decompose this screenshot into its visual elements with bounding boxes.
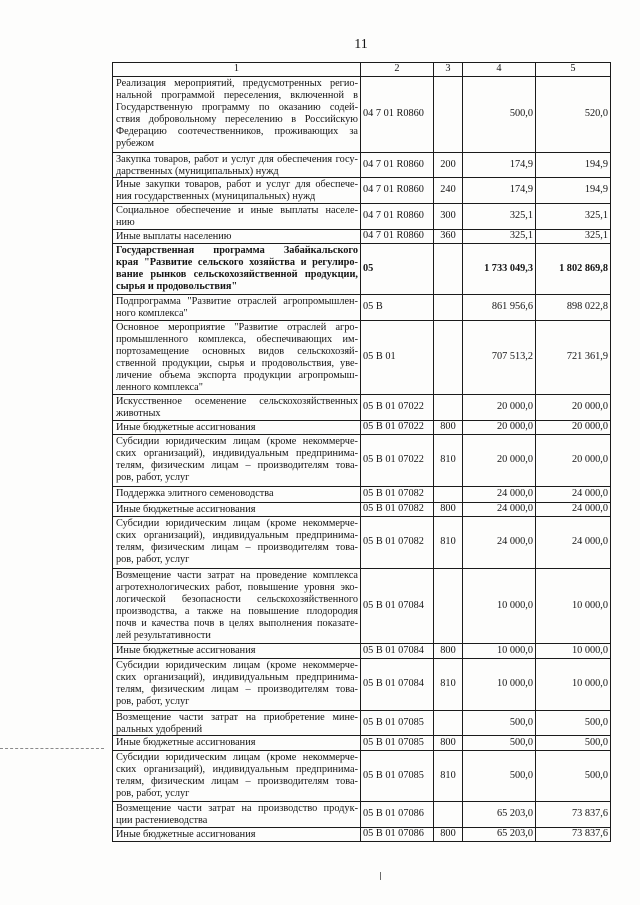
amount-col4-value: 500,0 [509,769,533,781]
amount-col5-cell [536,77,611,152]
description-line: Иные бюджетные ассигнования [116,828,256,840]
description-line: Возмещение части затрат на проведение комплекса [116,569,358,581]
description-line: животных [116,407,161,419]
amount-col5-value: 721 361,9 [566,351,608,363]
amount-col4-cell [463,230,536,243]
budget-code-cell [361,487,434,502]
budget-code-value: 05 В 01 07022 [363,421,424,433]
amount-col5-value: 73 837,6 [571,828,608,840]
amount-col5-value: 10 000,0 [571,678,608,690]
budget-code-cell [361,711,434,735]
column-header-3: 3 [434,63,463,76]
description-cell [113,204,361,229]
budget-code-cell [361,178,434,203]
budget-code-cell [361,736,434,750]
description-line: ров, работ, услуг [116,695,190,707]
table-row [113,711,611,736]
budget-code-value: 05 [363,262,374,274]
description-line: Субсидии юридическим лицам (кроме некоммерче- [116,435,358,447]
amount-col4-value: 10 000,0 [496,678,533,690]
table-row [113,204,611,230]
expense-type-cell [434,153,463,177]
amount-col4-cell [463,517,536,568]
expense-type-cell [434,178,463,203]
description-cell [113,711,361,735]
budget-code-cell [361,569,434,643]
expense-type-cell [434,421,463,434]
description-cell [113,659,361,710]
budget-code-value: 04 7 01 R0860 [363,108,424,120]
budget-code-value: 05 В 01 07084 [363,678,424,690]
expense-type-value: 810 [440,536,456,548]
amount-col5-cell [536,487,611,502]
expense-type-cell [434,77,463,152]
description-line: Поддержка элитного семеноводства [116,487,274,499]
budget-code-cell [361,77,434,152]
table-row [113,244,611,295]
budget-code-value: 05 В 01 07086 [363,828,424,840]
amount-col4-cell [463,295,536,320]
description-cell [113,644,361,658]
description-line: Иные бюджетные ассигнования [116,503,256,515]
description-cell [113,736,361,750]
description-line: Закупка товаров, работ и услуг для обеспечения госу- [116,153,358,165]
expense-type-cell [434,659,463,710]
amount-col4-cell [463,153,536,177]
amount-col4-value: 861 956,6 [491,301,533,313]
description-line: ральных удобрений [116,723,203,735]
table-row [113,295,611,321]
amount-col5-value: 194,9 [584,158,608,170]
budget-code-value: 04 7 01 R0860 [363,230,424,242]
budget-code-value: 05 В 01 07084 [363,599,424,611]
budget-code-cell [361,153,434,177]
amount-col5-cell [536,517,611,568]
description-cell [113,395,361,420]
scan-artifact-mark [380,872,381,880]
table-row [113,751,611,802]
amount-col4-value: 174,9 [509,158,533,170]
description-line: промышленного комплекса, обеспечивающих им- [116,333,358,345]
amount-col5-cell [536,230,611,243]
amount-col4-cell [463,569,536,643]
amount-col4-cell [463,659,536,710]
expense-type-cell [434,204,463,229]
amount-col5-value: 520,0 [584,108,608,120]
description-line: Иные закупки товаров, работ и услуг для обеспече- [116,178,358,190]
description-cell [113,751,361,801]
description-line: Иные выплаты населению [116,230,232,242]
amount-col4-value: 24 000,0 [496,503,533,515]
table-row [113,178,611,204]
description-cell [113,321,361,394]
description-line: ствия добровольному переселению в Российскую [116,113,358,125]
description-cell [113,153,361,177]
expense-type-value: 800 [440,736,456,748]
amount-col5-value: 325,1 [584,230,608,242]
expense-type-value: 300 [440,210,456,222]
budget-code-value: 05 В 01 07085 [363,769,424,781]
amount-col5-value: 194,9 [584,184,608,196]
expense-type-cell [434,321,463,394]
amount-col4-cell [463,178,536,203]
expense-type-value: 240 [440,184,456,196]
description-line: лей результативности [116,629,211,641]
expense-type-cell [434,736,463,750]
column-header-2: 2 [361,63,434,76]
amount-col5-cell [536,395,611,420]
amount-col5-value: 325,1 [584,210,608,222]
budget-code-cell [361,802,434,827]
budget-code-cell [361,295,434,320]
description-line: ров, работ, услуг [116,787,190,799]
amount-col4-value: 325,1 [509,230,533,242]
budget-code-cell [361,421,434,434]
amount-col5-value: 500,0 [584,769,608,781]
amount-col5-cell [536,244,611,294]
table-row [113,569,611,644]
expense-type-cell [434,395,463,420]
table-row [113,487,611,503]
table-row [113,802,611,828]
amount-col5-value: 73 837,6 [571,808,608,820]
budget-code-value: 04 7 01 R0860 [363,184,424,196]
description-line: телям, физическим лицам – производителям това- [116,775,358,787]
amount-col5-value: 500,0 [584,716,608,728]
description-line: Иные бюджетные ассигнования [116,644,256,656]
budget-code-cell [361,244,434,294]
budget-code-value: 05 В 01 07082 [363,536,424,548]
amount-col4-value: 24 000,0 [496,536,533,548]
budget-code-cell [361,644,434,658]
expense-type-value: 810 [440,678,456,690]
budget-code-cell [361,659,434,710]
amount-col4-value: 174,9 [509,184,533,196]
table-row [113,736,611,751]
description-line: Федерацию соотечественников, проживающих за [116,125,358,137]
amount-col4-value: 325,1 [509,210,533,222]
budget-code-value: 05 В [363,301,383,313]
budget-code-value: 05 В 01 07086 [363,808,424,820]
amount-col4-cell [463,395,536,420]
amount-col4-value: 65 203,0 [496,828,533,840]
description-line: ров, работ, услуг [116,553,190,565]
amount-col5-cell [536,659,611,710]
amount-col4-value: 500,0 [509,108,533,120]
description-line: ния государственных (муниципальных) нужд [116,190,316,202]
budget-code-value: 05 В 01 07084 [363,644,424,656]
amount-col5-cell [536,751,611,801]
amount-col4-value: 1 733 049,3 [484,262,533,274]
expense-type-cell [434,644,463,658]
amount-col5-cell [536,736,611,750]
amount-col5-cell [536,204,611,229]
description-line: Государственная программа Забайкальского [116,244,358,256]
amount-col5-cell [536,321,611,394]
amount-col5-value: 500,0 [584,736,608,748]
amount-col5-value: 24 000,0 [571,536,608,548]
amount-col4-value: 20 000,0 [496,401,533,413]
table-header-row [113,63,611,77]
description-line: нию [116,216,135,228]
amount-col5-cell [536,711,611,735]
budget-code-value: 04 7 01 R0860 [363,210,424,222]
expense-type-value: 810 [440,454,456,466]
description-line: Субсидии юридическим лицам (кроме некоммерче- [116,751,358,763]
budget-code-cell [361,230,434,243]
amount-col4-value: 65 203,0 [496,808,533,820]
table-row [113,395,611,421]
description-line: Возмещение части затрат на производство продук- [116,802,358,814]
amount-col5-value: 898 022,8 [566,301,608,313]
description-line: почв и качества почв в целях выполнения показате- [116,617,358,629]
expense-type-value: 800 [440,503,456,515]
budget-code-cell [361,435,434,486]
description-line: края "Развитие сельского хозяйства и регулиро- [116,256,358,268]
description-line: Реализация мероприятий, предусмотренных регио- [116,77,358,89]
amount-col4-cell [463,321,536,394]
amount-col4-cell [463,77,536,152]
amount-col4-cell [463,802,536,827]
expense-type-cell [434,435,463,486]
description-cell [113,77,361,152]
table-row [113,421,611,435]
amount-col5-cell [536,802,611,827]
expense-type-cell [434,487,463,502]
description-line: Подпрограмма "Развитие отраслей агропромышлен- [116,295,358,307]
description-line: портозамещение основных видов сельскохозяй- [116,345,358,357]
expense-type-value: 360 [440,230,456,242]
description-line: Основное мероприятие "Развитие отраслей агро- [116,321,358,333]
budget-code-value: 05 В 01 07082 [363,503,424,515]
table-row [113,644,611,659]
description-line: Искусственное осеменение сельскохозяйственных [116,395,358,407]
budget-code-cell [361,503,434,516]
expense-type-cell [434,828,463,841]
amount-col4-value: 24 000,0 [496,488,533,500]
description-line: ленного комплекса" [116,381,203,393]
amount-col5-cell [536,178,611,203]
budget-code-cell [361,751,434,801]
amount-col5-cell [536,295,611,320]
expense-type-value: 800 [440,828,456,840]
description-cell [113,178,361,203]
description-line: ских организаций), индивидуальным предпринима- [116,529,358,541]
expense-type-cell [434,569,463,643]
amount-col4-value: 500,0 [509,736,533,748]
description-cell [113,244,361,294]
budget-code-cell [361,321,434,394]
amount-col5-value: 10 000,0 [571,644,608,656]
expense-type-value: 800 [440,421,456,433]
amount-col4-cell [463,828,536,841]
amount-col4-cell [463,421,536,434]
page-number: 11 [354,37,368,52]
description-line: рубежом [116,137,155,149]
expense-type-cell [434,517,463,568]
table-row [113,153,611,178]
amount-col5-value: 24 000,0 [571,488,608,500]
description-line: ров, работ, услуг [116,471,190,483]
description-line: нальной программой переселения, включенной в [116,89,358,101]
description-line: логической безопасности сельскохозяйственного [116,593,358,605]
description-line: ственной продукции, сырья и продовольствия, уве- [116,357,358,369]
expense-type-cell [434,503,463,516]
table-row [113,435,611,487]
budget-table [112,62,611,842]
table-row [113,230,611,244]
amount-col5-value: 20 000,0 [571,421,608,433]
budget-code-value: 05 В 01 07022 [363,401,424,413]
description-line: Государственную программу по оказанию содей- [116,101,358,113]
description-line: Субсидии юридическим лицам (кроме некоммерче- [116,517,358,529]
budget-code-cell [361,517,434,568]
table-row [113,503,611,517]
expense-type-value: 200 [440,158,456,170]
description-cell [113,295,361,320]
description-line: сырья и продовольствия" [116,280,238,292]
expense-type-cell [434,230,463,243]
table-row [113,321,611,395]
table-row [113,517,611,569]
expense-type-value: 810 [440,769,456,781]
column-header-1: 1 [113,63,361,76]
amount-col4-value: 707 513,2 [491,351,533,363]
expense-type-cell [434,295,463,320]
description-line: агротехнологических работ, повышение уровня эко- [116,581,358,593]
column-header-5: 5 [536,63,611,76]
budget-code-cell [361,395,434,420]
budget-code-value: 05 В 01 07085 [363,736,424,748]
amount-col5-value: 20 000,0 [571,401,608,413]
description-cell [113,421,361,434]
budget-code-cell [361,204,434,229]
budget-code-value: 04 7 01 R0860 [363,158,424,170]
description-line: телям, физическим лицам – производителям това- [116,459,358,471]
expense-type-value: 800 [440,644,456,656]
amount-col4-value: 500,0 [509,716,533,728]
table-row [113,828,611,842]
description-line: телям, физическим лицам – производителям това- [116,683,358,695]
expense-type-cell [434,802,463,827]
amount-col4-cell [463,435,536,486]
amount-col5-value: 24 000,0 [571,503,608,515]
budget-code-value: 05 В 01 07085 [363,716,424,728]
amount-col5-value: 20 000,0 [571,454,608,466]
amount-col4-value: 20 000,0 [496,454,533,466]
amount-col4-value: 10 000,0 [496,599,533,611]
description-line: ских организаций), индивидуальным предпринима- [116,763,358,775]
amount-col5-cell [536,828,611,841]
amount-col4-cell [463,487,536,502]
expense-type-cell [434,711,463,735]
amount-col4-cell [463,644,536,658]
scan-artifact-dashed-line [0,748,104,749]
description-line: производства, а также на повышение плодородия [116,605,358,617]
description-line: Субсидии юридическим лицам (кроме некоммерче- [116,659,358,671]
amount-col4-cell [463,751,536,801]
amount-col5-cell [536,153,611,177]
amount-col5-cell [536,421,611,434]
description-line: Иные бюджетные ассигнования [116,736,256,748]
amount-col4-value: 20 000,0 [496,421,533,433]
amount-col5-cell [536,569,611,643]
description-line: личение объема экспорта продукции агропромыш- [116,369,358,381]
budget-code-value: 05 В 01 [363,351,396,363]
description-cell [113,802,361,827]
description-line: ских организаций), индивидуальным предпринима- [116,447,358,459]
description-line: Возмещение части затрат на приобретение мине- [116,711,358,723]
amount-col5-cell [536,503,611,516]
description-line: вание рынков сельскохозяйственной продукции, [116,268,358,280]
description-cell [113,487,361,502]
description-line: ции растениеводства [116,814,208,826]
description-line: дарственных (муниципальных) нужд [116,165,279,177]
amount-col4-cell [463,204,536,229]
amount-col5-value: 10 000,0 [571,599,608,611]
description-cell [113,435,361,486]
description-line: ских организаций), индивидуальным предпринима- [116,671,358,683]
column-header-4: 4 [463,63,536,76]
description-cell [113,828,361,841]
description-cell [113,569,361,643]
amount-col5-cell [536,435,611,486]
description-line: Иные бюджетные ассигнования [116,421,256,433]
description-cell [113,230,361,243]
table-row [113,77,611,153]
description-cell [113,503,361,516]
amount-col5-cell [536,644,611,658]
amount-col4-cell [463,503,536,516]
expense-type-cell [434,244,463,294]
description-cell [113,517,361,568]
expense-type-cell [434,751,463,801]
description-line: телям, физическим лицам – производителям това- [116,541,358,553]
amount-col4-cell [463,736,536,750]
description-line: ного комплекса" [116,307,188,319]
amount-col4-value: 10 000,0 [496,644,533,656]
amount-col4-cell [463,711,536,735]
budget-code-value: 05 В 01 07022 [363,454,424,466]
amount-col5-value: 1 802 869,8 [559,262,608,274]
description-line: Социальное обеспечение и иные выплаты населе- [116,204,358,216]
budget-code-value: 05 В 01 07082 [363,488,424,500]
budget-code-cell [361,828,434,841]
table-row [113,659,611,711]
amount-col4-cell [463,244,536,294]
